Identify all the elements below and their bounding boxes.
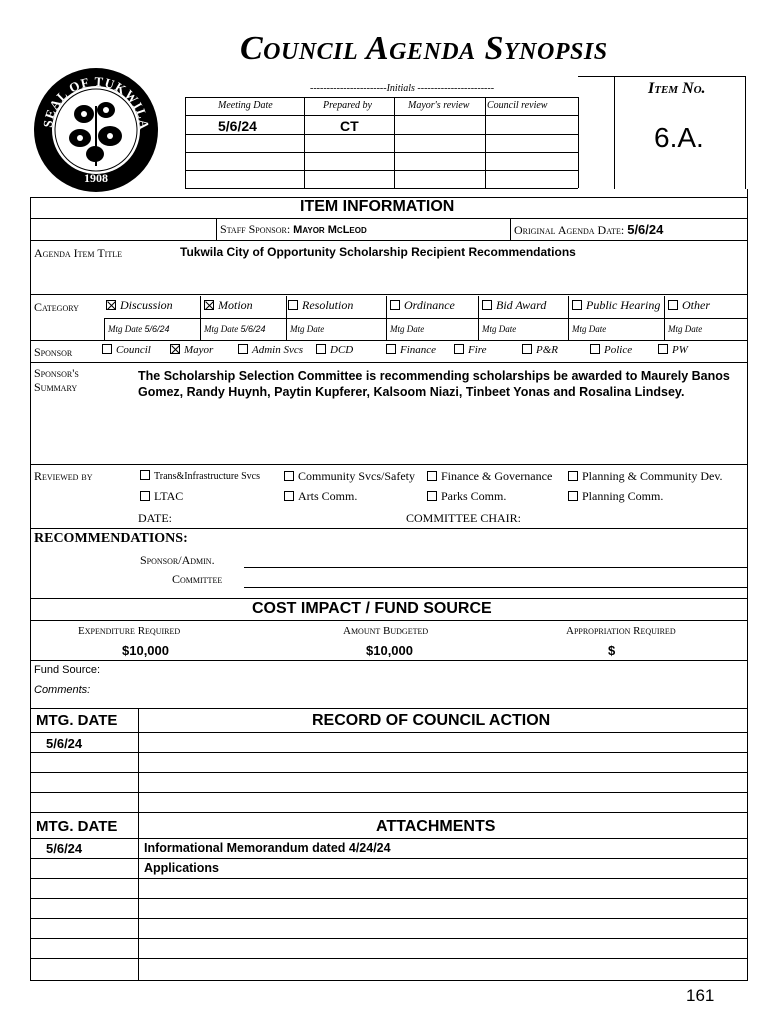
checkbox-public-hearing[interactable] xyxy=(572,300,582,310)
category-bid-award[interactable] xyxy=(482,298,546,313)
checkbox-resolution[interactable] xyxy=(288,300,298,310)
sponsor-fire[interactable]: Fire xyxy=(454,344,487,356)
checkbox-admin-svcs[interactable] xyxy=(238,344,248,354)
sponsor-mayor[interactable]: Mayor xyxy=(170,344,213,356)
city-seal xyxy=(32,66,160,194)
category-label: Category xyxy=(34,300,79,314)
council-action-heading: RECORD OF COUNCIL ACTION xyxy=(312,712,551,729)
checkbox-mayor[interactable] xyxy=(170,344,180,354)
sponsor-pr[interactable]: P&R xyxy=(522,344,558,356)
attachments-heading: ATTACHMENTS xyxy=(376,818,496,835)
mtg-date-discussion: Mtg Date 5/6/24 xyxy=(108,324,170,334)
appropriation-required-label: Appropriation Required xyxy=(566,625,676,637)
expenditure-required-label: Expenditure Required xyxy=(78,625,181,637)
category-discussion-label: Discussion xyxy=(120,298,173,312)
attachment-item-2: Applications xyxy=(144,861,220,875)
checkbox-ltac[interactable] xyxy=(140,491,150,501)
checkbox-pr[interactable] xyxy=(522,344,532,354)
category-resolution[interactable] xyxy=(288,298,353,313)
col-meeting-date: Meeting Date xyxy=(218,100,273,111)
category-motion-label: Motion xyxy=(218,298,253,312)
original-agenda-date xyxy=(514,222,663,238)
fund-source-label: Fund Source: xyxy=(34,664,101,676)
mtg-date-motion: Mtg Date 5/6/24 xyxy=(204,324,266,334)
col-prepared-by: Prepared by xyxy=(323,100,372,111)
category-bid-award-label: Bid Award xyxy=(496,298,547,312)
mtg-date-other: Mtg Date xyxy=(668,324,703,334)
item-information-heading: ITEM INFORMATION xyxy=(300,198,455,215)
item-no-label: Item No. xyxy=(648,80,706,97)
reviewed-by-label: Reviewed by xyxy=(34,469,93,483)
checkbox-planning-comm[interactable] xyxy=(568,491,578,501)
review-community-svcs[interactable]: Community Svcs/Safety xyxy=(284,469,415,484)
attachment-date-1: 5/6/24 xyxy=(46,841,83,856)
initials-label: -----------------------Initials ----------------------- xyxy=(310,83,495,94)
review-parks-comm[interactable]: Parks Comm. xyxy=(427,489,506,504)
sponsor-label: Sponsor xyxy=(34,345,73,359)
checkbox-community-svcs[interactable] xyxy=(284,471,294,481)
page-number: 161 xyxy=(686,986,715,1005)
review-arts-comm[interactable]: Arts Comm. xyxy=(284,489,357,504)
amount-value: $10,000 xyxy=(366,643,413,658)
category-public-hearing[interactable] xyxy=(572,298,660,313)
seal-year: 1908 xyxy=(84,171,108,185)
checkbox-trans-infra[interactable] xyxy=(140,470,150,480)
summary-label: Sponsor's Summary xyxy=(34,366,79,394)
checkbox-dcd[interactable] xyxy=(316,344,326,354)
staff-sponsor xyxy=(220,222,367,237)
page-title: Council Agenda Synopsis xyxy=(240,30,608,67)
committee-chair-label: COMMITTEE CHAIR: xyxy=(406,511,521,525)
mtg-date-bid-award: Mtg Date xyxy=(482,324,517,334)
agenda-item-title-label: Agenda Item Title xyxy=(34,246,122,260)
comments-label: Comments: xyxy=(34,684,91,696)
review-planning-comm[interactable]: Planning Comm. xyxy=(568,489,663,504)
attachment-item-1: Informational Memorandum dated 4/24/24 xyxy=(144,841,391,855)
prepared-by-value: CT xyxy=(340,118,359,134)
sponsor-admin-label: Sponsor/Admin. xyxy=(140,553,215,567)
staff-sponsor-label: Staff Sponsor: xyxy=(220,222,291,236)
checkbox-planning-community[interactable] xyxy=(568,471,578,481)
category-resolution-label: Resolution xyxy=(302,298,354,312)
checkbox-finance-governance[interactable] xyxy=(427,471,437,481)
checkbox-fire[interactable] xyxy=(454,344,464,354)
category-motion[interactable] xyxy=(204,298,253,313)
cost-impact-heading: COST IMPACT / FUND SOURCE xyxy=(252,600,492,617)
category-other-label: Other xyxy=(682,298,710,312)
item-no-value: 6.A. xyxy=(654,122,704,153)
expenditure-value: $10,000 xyxy=(122,643,169,658)
original-agenda-date-label: Original Agenda Date: xyxy=(514,223,625,237)
recommendations-heading: RECOMMENDATIONS: xyxy=(34,531,188,546)
review-ltac[interactable]: LTAC xyxy=(140,489,183,504)
sponsor-admin-svcs[interactable]: Admin Svcs xyxy=(238,344,303,356)
category-ordinance-label: Ordinance xyxy=(404,298,455,312)
sponsor-council[interactable]: Council xyxy=(102,344,151,356)
category-public-hearing-label: Public Hearing xyxy=(586,298,661,312)
checkbox-bid-award[interactable] xyxy=(482,300,492,310)
sponsor-pw[interactable]: PW xyxy=(658,344,688,356)
attachments-mtg-date-label: MTG. DATE xyxy=(36,818,118,835)
appropriation-value: $ xyxy=(608,643,616,658)
sponsor-police[interactable]: Police xyxy=(590,344,632,356)
original-agenda-date-value: 5/6/24 xyxy=(627,222,664,237)
checkbox-discussion[interactable] xyxy=(106,300,116,310)
checkbox-police[interactable] xyxy=(590,344,600,354)
agenda-item-title: Tukwila City of Opportunity Scholarship Recipient Recommendations xyxy=(180,245,576,259)
summary-text: The Scholarship Selection Committee is recommending scholarships be awarded to Maurely Banos Gomez, Randy Huynh, Paytin Kupferer, Kalsoom Niazi, Tinbeet Yonas and Rosalina Lindsey. xyxy=(138,369,730,399)
review-finance-governance[interactable]: Finance & Governance xyxy=(427,469,552,484)
category-ordinance[interactable] xyxy=(390,298,455,313)
checkbox-parks-comm[interactable] xyxy=(427,491,437,501)
col-mayors-review: Mayor's review xyxy=(408,100,470,111)
checkbox-council[interactable] xyxy=(102,344,112,354)
checkbox-arts-comm[interactable] xyxy=(284,491,294,501)
review-date-label: DATE: xyxy=(138,511,172,525)
review-planning-community[interactable]: Planning & Community Dev. xyxy=(568,469,723,484)
checkbox-other[interactable] xyxy=(668,300,678,310)
checkbox-pw[interactable] xyxy=(658,344,668,354)
category-discussion[interactable] xyxy=(106,298,173,313)
sponsor-dcd[interactable]: DCD xyxy=(316,344,353,356)
seal-text: SEAL OF TUKWILA xyxy=(39,73,153,131)
review-trans-infra[interactable]: Trans&Infrastructure Svcs xyxy=(140,470,260,482)
mtg-date-ordinance: Mtg Date xyxy=(390,324,425,334)
mtg-date-resolution: Mtg Date xyxy=(290,324,325,334)
col-council-review: Council review xyxy=(487,100,548,111)
council-action-mtg-date-label: MTG. DATE xyxy=(36,712,118,729)
council-action-date-1: 5/6/24 xyxy=(46,736,83,751)
mtg-date-public-hearing: Mtg Date xyxy=(572,324,607,334)
meeting-date-value: 5/6/24 xyxy=(218,118,257,134)
amount-budgeted-label: Amount Budgeted xyxy=(343,625,429,637)
staff-sponsor-value: Mayor McLeod xyxy=(293,224,367,236)
committee-label: Committee xyxy=(172,572,223,586)
checkbox-finance[interactable] xyxy=(386,344,396,354)
sponsor-finance[interactable]: Finance xyxy=(386,344,436,356)
category-other[interactable] xyxy=(668,298,710,313)
checkbox-motion[interactable] xyxy=(204,300,214,310)
checkbox-ordinance[interactable] xyxy=(390,300,400,310)
